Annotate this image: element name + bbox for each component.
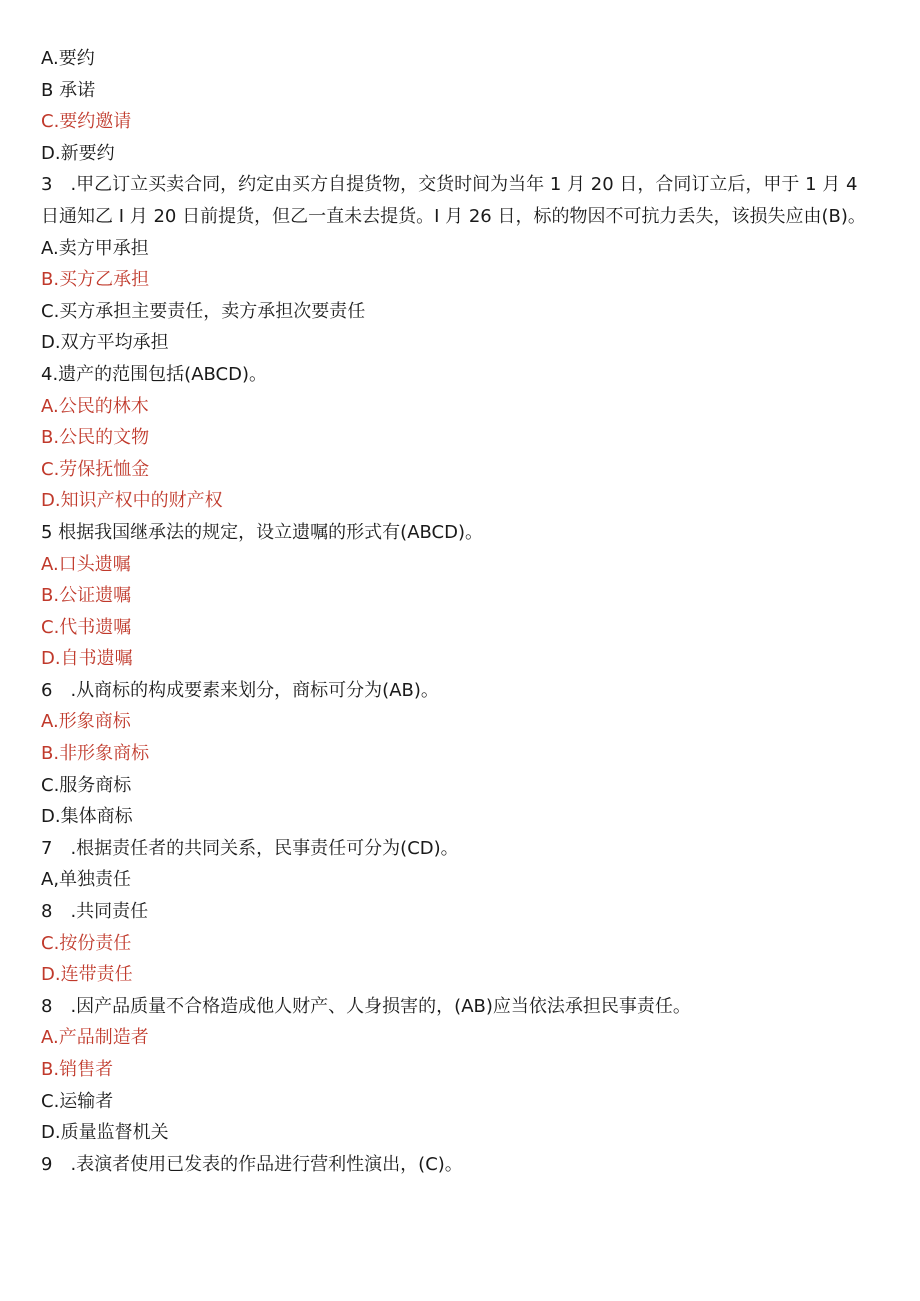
text-line: C.运输者 (41, 1090, 114, 1112)
text-line: C.买方承担主要责任，卖方承担次要责任 (41, 300, 366, 322)
text-line: A.卖方甲承担 (41, 237, 149, 259)
answer-option-line: C.劳保抚恤金 (41, 458, 150, 480)
answer-option-line: A.形象商标 (41, 711, 131, 733)
text-line: 7 .根据责任者的共同关系，民事责任可分为(CD)。 (41, 837, 459, 859)
text-line: C.服务商标 (41, 774, 132, 796)
answer-option-line: A.口头遗嘱 (41, 553, 131, 575)
text-line: 3 .甲乙订立买卖合同，约定由买方自提货物，交货时间为当年 1 月 20 日，合同订立后，甲于 1 月 4 (41, 174, 858, 196)
text-line: B 承诺 (41, 79, 96, 101)
text-line: D.新要约 (41, 142, 115, 164)
answer-option-line: A.公民的林木 (41, 395, 149, 417)
answer-option-line: C.代书遗嘱 (41, 616, 132, 638)
text-line: 8 .因产品质量不合格造成他人财产、人身损害的，(AB)应当依法承担民事责任。 (41, 995, 691, 1017)
text-line: A,单独责任 (41, 869, 132, 891)
document-body (41, 43, 891, 1180)
text-line: D.质量监督机关 (41, 1122, 169, 1144)
answer-option-line: D.自书遗嘱 (41, 648, 133, 670)
text-line: D.双方平均承担 (41, 332, 169, 354)
text-line: 8 .共同责任 (41, 901, 149, 923)
answer-option-line: D.知识产权中的财产权 (41, 490, 223, 512)
text-line: 5 根据我国继承法的规定，设立遗嘱的形式有(ABCD)。 (41, 521, 483, 543)
answer-option-line: A.产品制造者 (41, 1027, 149, 1049)
answer-option-line: C.要约邀请 (41, 111, 132, 133)
answer-option-line: B.公民的文物 (41, 427, 150, 449)
text-line: 6 .从商标的构成要素来划分，商标可分为(AB)。 (41, 679, 439, 701)
answer-option-line: C.按份责任 (41, 932, 132, 954)
text-line: D.集体商标 (41, 806, 133, 828)
text-line: 9 .表演者使用已发表的作品进行营利性演出，(C)。 (41, 1153, 463, 1175)
text-line: 日通知乙 I 月 20 日前提货，但乙一直未去提货。I 月 26 日，标的物因不可抗力丢失，该损失应由(B)。 (41, 205, 866, 227)
answer-option-line: B.销售者 (41, 1059, 114, 1080)
answer-option-line: B.公证遗嘱 (41, 585, 132, 607)
answer-option-line: B.非形象商标 (41, 743, 150, 765)
text-line: A.要约 (41, 48, 95, 69)
answer-option-line: D.连带责任 (41, 964, 133, 986)
answer-option-line: B.买方乙承担 (41, 269, 150, 291)
text-line: 4.遗产的范围包括(ABCD)。 (41, 363, 267, 385)
